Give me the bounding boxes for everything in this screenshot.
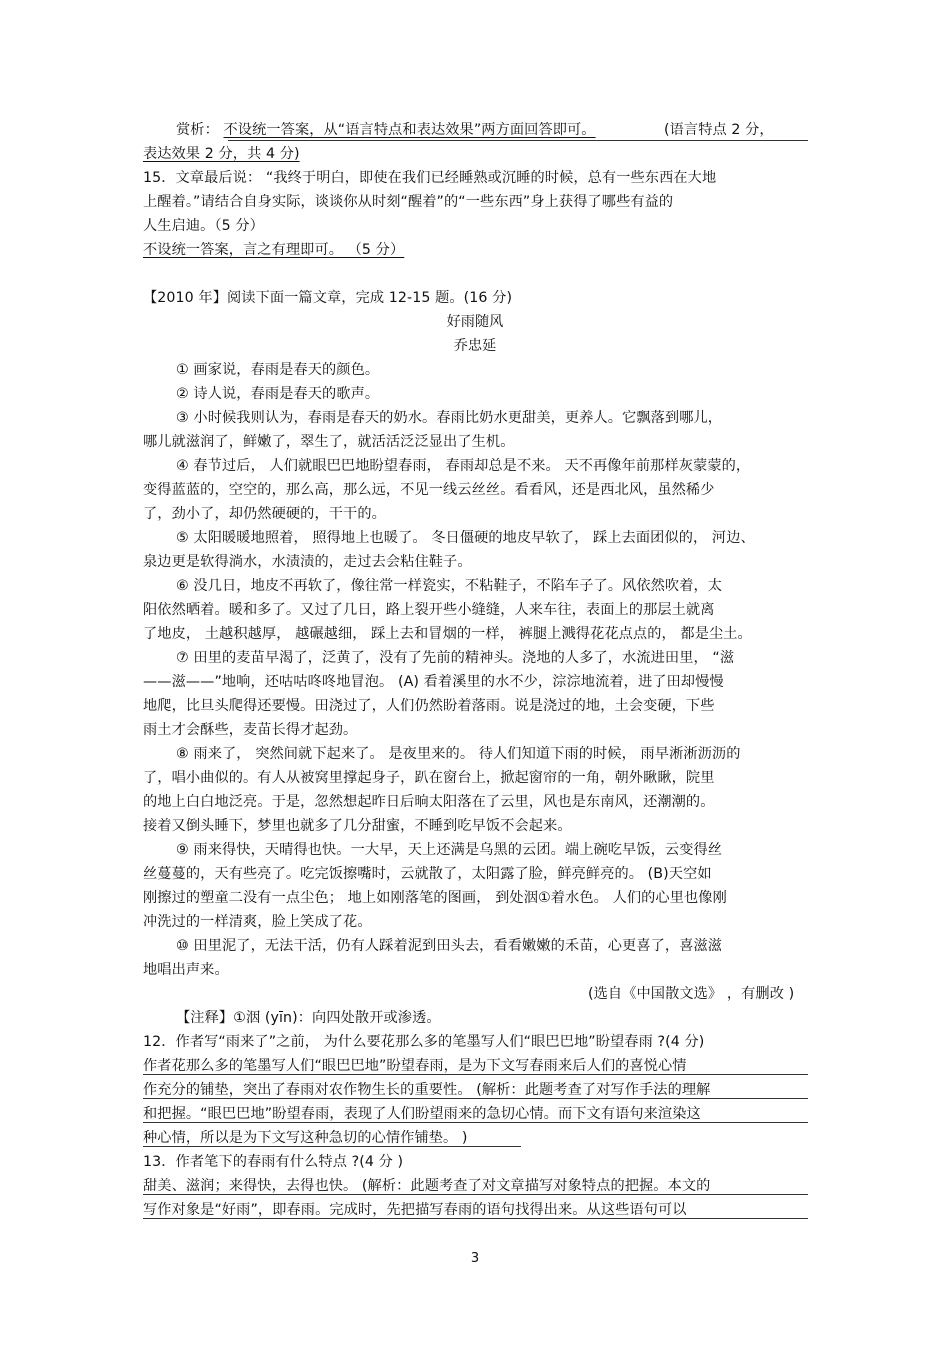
article-author: 乔忠延 [453, 338, 497, 354]
footnote: 【注释】①洇 (yīn)：向四处散开或渗透。 [176, 1010, 441, 1026]
article-source: (选自《中国散文选》 ，有删改 ) [588, 986, 795, 1002]
question-13-answer-line2: 写作对象是“好雨”，即春雨。完成时，先把描写春雨的语句找得出来。从这些语句可以 [143, 1202, 687, 1218]
article-line: 冲洗过的一样清爽，脸上笑成了花。 [143, 914, 372, 930]
section-header: 【2010 年】阅读下面一篇文章，完成 12-15 题。(16 分) [143, 290, 513, 306]
appreciation-label: 赏析： [176, 122, 219, 138]
question-12-answer-line3: 和把握。“眼巴巴地”盼望春雨，表现了人们盼望雨来的急切心情。而下文有语句来渲染这 [143, 1106, 701, 1122]
article-line: 了，唱小曲似的。有人从被窝里撑起身子，趴在窗台上，掀起窗帘的一角，朝外瞅瞅，院里 [143, 770, 715, 786]
article-line: ③ 小时候我则认为，春雨是春天的奶水。春雨比奶水更甜美，更养人。它飘落到哪儿， [176, 410, 723, 426]
question-13-answer-line1: 甜美、滋润；来得快，去得也快。 (解析：此题考查了对文章描写对象特点的把握。本文的 [143, 1178, 711, 1194]
question-12: 12．作者写“雨来了”之前， 为什么要花那么多的笔墨写人们“眼巴巴地”盼望春雨 ?(4 分) [143, 1034, 705, 1050]
question-15-line1: 15．文章最后说： “我终于明白，即使在我们已经睡熟或沉睡的时候，总有一些东西在大地 [143, 170, 717, 186]
article-line: ⑧ 雨来了， 突然间就下起来了。 是夜里来的。 待人们知道下雨的时候， 雨早淅淅沥沥的 [176, 746, 741, 762]
article-line: 阳依然晒着。暖和多了。又过了几日，路上裂开些小缝缝，人来车往，表面上的那层土就离 [143, 602, 715, 618]
question-12-answer-line1: 作者花那么多的笔墨写人们“眼巴巴地”盼望春雨，是为下文写春雨来后人们的喜悦心情 [143, 1058, 687, 1074]
article-line: ⑩ 田里泥了，无法干活，仍有人踩着泥到田头去，看看嫩嫩的禾苗，心更喜了，喜滋滋 [176, 938, 723, 954]
article-line: 接着又倒头睡下，梦里也就多了几分甜蜜，不睡到吃早饭不会起来。 [143, 818, 572, 834]
article-line: ② 诗人说，春雨是春天的歌声。 [176, 386, 380, 402]
article-line: 刚擦过的塑童二没有一点尘色； 地上如刚落笔的图画， 到处洇①着水色。 人们的心里也像刚 [143, 890, 727, 906]
article-line: 地唱出声来。 [143, 962, 229, 978]
answer-underline [143, 1194, 808, 1195]
appreciation-score: (语言特点 2 分， [664, 122, 774, 138]
answer-underline [228, 140, 808, 141]
article-line: 了地皮， 土越积越厚， 越碾越细， 踩上去和冒烟的一样， 裤腿上溅得花花点点的， 都是尘土。 [143, 626, 752, 642]
answer-underline [143, 1122, 808, 1123]
question-15-answer: 不设统一答案，言之有理即可。 （5 分） [143, 242, 405, 258]
article-line: 了，劲小了，却仍然硬硬的，干干的。 [143, 506, 386, 522]
answer-underline [143, 1146, 521, 1147]
article-line: ① 画家说，春雨是春天的颜色。 [176, 362, 380, 378]
article-line: 丝蔓蔓的，天有些亮了。吃完饭擦嘴时，云就散了，太阳露了脸，鲜亮鲜亮的。 (B)天空如 [143, 866, 712, 882]
article-line: 的地上白白地泛亮。于是，忽然想起昨日后晌太阳落在了云里，风也是东南风，还潮潮的。 [143, 794, 715, 810]
article-line: 地爬，比旦头爬得还要慢。田浇过了，人们仍然盼着落雨。说是浇过的地，土会变硬，下些 [143, 698, 715, 714]
article-line: 雨土才会酥些，麦苗长得才起劲。 [143, 722, 358, 738]
article-line: ⑥ 没几日，地皮不再软了，像往常一样瓷实，不粘鞋子，不陷车子了。风依然吹着，太 [176, 578, 723, 594]
page-number: 3 [470, 1251, 480, 1266]
article-title: 好雨随风 [446, 314, 504, 330]
question-12-answer-line2: 作充分的铺垫，突出了春雨对农作物生长的重要性。 (解析：此题考查了对写作手法的理解 [143, 1082, 711, 1098]
article-line: ——滋——”地响，还咕咕咚咚地冒泡。 (A) 看着溪里的水不少，淙淙地流着，进了田却慢慢 [143, 674, 724, 690]
answer-underline [143, 1218, 808, 1219]
answer-underline [143, 1074, 808, 1075]
answer-underline [143, 1098, 808, 1099]
article-line: 泉边更是软得淌水，水渍渍的，走过去会粘住鞋子。 [143, 554, 472, 570]
appreciation-score-line2: 表达效果 2 分，共 4 分) [143, 146, 300, 162]
article-line: 哪儿就滋润了，鲜嫩了，翠生了，就活活泛泛显出了生机。 [143, 434, 515, 450]
appreciation-line [176, 120, 596, 140]
question-15-line3: 人生启迪。（5 分） [143, 218, 264, 234]
article-line: ⑨ 雨来得快，天晴得也快。一大早，天上还满是乌黑的云团。端上碗吃早饭，云变得丝 [176, 842, 723, 858]
question-12-answer-line4: 种心情，所以是为下文写这种急切的心情作铺垫。 ) [143, 1130, 468, 1146]
article-line: ④ 春节过后， 人们就眼巴巴地盼望春雨， 春雨却总是不来。 天不再像年前那样灰蒙蒙的， [176, 458, 751, 474]
article-line: ⑦ 田里的麦苗早渴了，泛黄了，没有了先前的精神头。浇地的人多了，水流进田里， “滋 [176, 650, 735, 666]
article-line: ⑤ 太阳暖暖地照着， 照得地上也暖了。 冬日僵硬的地皮早软了， 踩上去面团似的， 河边、 [176, 530, 755, 546]
question-15-line2: 上醒着。”请结合自身实际，谈谈你从时刻“醒着”的“一些东西”身上获得了哪些有益的 [143, 194, 674, 210]
article-line: 变得蓝蓝的，空空的，那么高，那么远，不见一线云丝丝。看看风，还是西北风，虽然稀少 [143, 482, 715, 498]
appreciation-answer: 不设统一答案，从“语言特点和表达效果”两方面回答即可。 [223, 122, 596, 138]
question-13: 13．作者笔下的春雨有什么特点 ?(4 分 ) [143, 1154, 404, 1170]
